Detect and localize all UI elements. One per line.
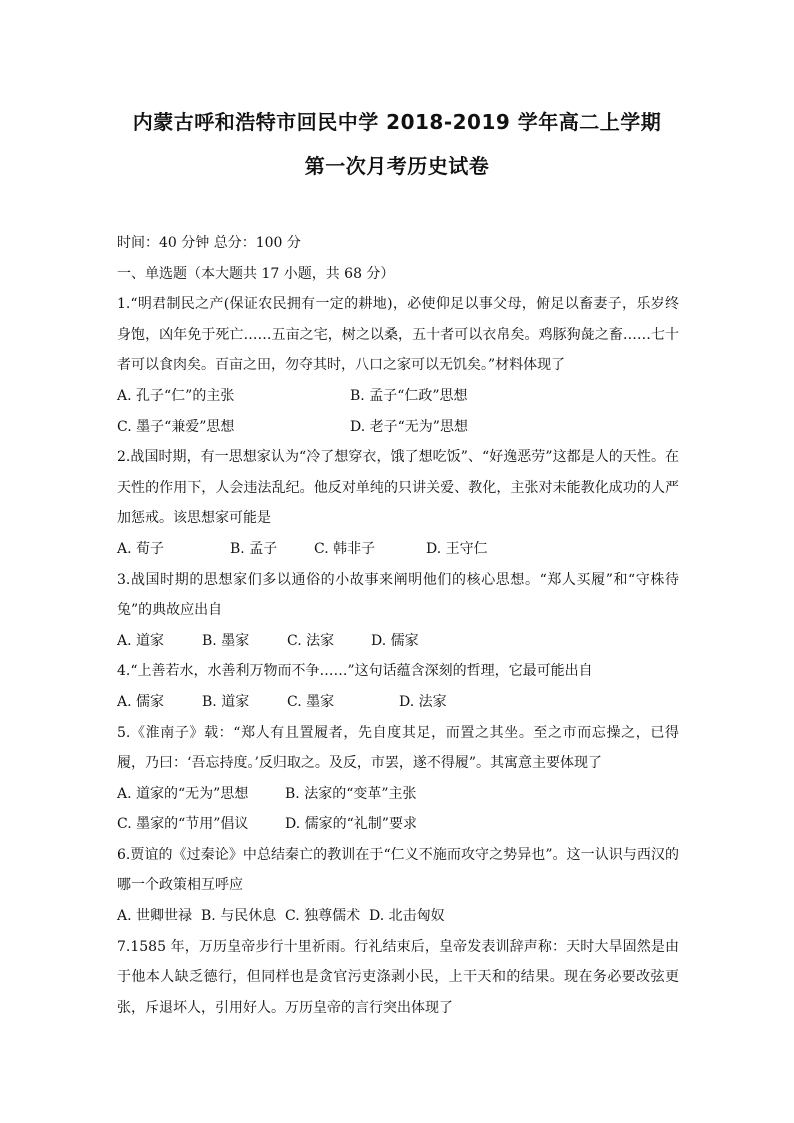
- question-3-option-d: D. 儒家: [371, 632, 419, 649]
- question-2-option-b: B. 孟子: [230, 540, 278, 557]
- exam-time-score: 时间：40 分钟 总分：100 分: [117, 235, 301, 251]
- question-5-options-row2: [117, 809, 679, 840]
- question-4-option-a: A. 儒家: [117, 693, 165, 710]
- exam-title-line1: 内蒙古呼和浩特市回民中学 2018-2019 学年高二上学期: [132, 110, 662, 134]
- question-2-option-a: A. 荀子: [117, 540, 165, 557]
- question-4-options: [117, 687, 679, 718]
- question-4-stem: 4.“上善若水，水善利万物而不争……”这句话蕴含深刻的哲理，它最可能出自: [117, 663, 593, 680]
- question-5-option-c: C. 墨家的“节用”倡议: [117, 816, 249, 833]
- question-1-stem: 1.“明君制民之产(保证农民拥有一定的耕地)，必使仰足以事父母，俯足以畜妻子，乐岁终身饱，凶年免于死亡……五亩之宅，树之以桑，五十者可以衣帛矣。鸡豚狗彘之畜……七十者可以食肉矣。百亩之田，勿夺其时，八口之家可以无饥矣。”材料体现了: [117, 296, 679, 374]
- question-1-option-c: C. 墨子“兼爱”思想: [117, 418, 235, 435]
- question-5-option-d: D. 儒家的“礼制”要求: [285, 816, 417, 833]
- question-1-options-row1: [117, 381, 679, 412]
- question-2-options: [117, 534, 679, 565]
- question-5-option-b: B. 法家的“变革”主张: [285, 785, 417, 802]
- question-4-option-b: B. 道家: [202, 693, 250, 710]
- question-1-option-a: A. 孔子“仁”的主张: [117, 387, 235, 404]
- question-3-option-a: A. 道家: [117, 632, 165, 649]
- question-1-option-d: D. 老子“无为”思想: [350, 418, 468, 435]
- section-heading: 一、单选题（本大题共 17 小题，共 68 分）: [117, 265, 395, 282]
- question-3-option-b: B. 墨家: [202, 632, 250, 649]
- question-2-option-d: D. 王守仁: [426, 540, 488, 557]
- question-1-options-row2: [117, 412, 679, 443]
- question-6-option-c: C. 独尊儒术: [285, 908, 361, 925]
- question-1-option-b: B. 孟子“仁政”思想: [350, 387, 468, 404]
- question-2-stem: 2.战国时期，有一思想家认为“冷了想穿衣，饿了想吃饭”、“好逸恶劳”这都是人的天性。在天性的作用下，人会违法乱纪。他反对单纯的只讲关爱、教化，主张对未能教化成功的人严加惩戒。该思想家可能是: [117, 449, 679, 527]
- question-5-option-a: A. 道家的“无为”思想: [117, 785, 249, 802]
- question-4-option-d: D. 法家: [399, 693, 447, 710]
- question-5-options-row1: [117, 779, 679, 810]
- exam-body: [117, 228, 679, 1023]
- question-3-stem: 3.战国时期的思想家们多以通俗的小故事来阐明他们的核心思想。“郑人买履”和“守株待兔”的典故应出自: [117, 571, 679, 619]
- question-7-stem: 7.1585 年，万历皇帝步行十里祈雨。行礼结束后，皇帝发表训辞声称：天时大旱固然是由于他本人缺乏德行，但同样也是贪官污吏涤剥小民，上干天和的结果。现在务必要改弦更张，斥退坏人，引用好人。万历皇帝的言行突出体现了: [117, 938, 679, 1016]
- question-2-option-c: C. 韩非子: [314, 540, 376, 557]
- question-3-options: [117, 626, 679, 657]
- question-5-stem: 5.《淮南子》载：“郑人有且置履者，先自度其足，而置之其坐。至之市而忘操之，已得履，乃曰：‘吾忘持度。’反归取之。及反，市罢，遂不得履”。其寓意主要体现了: [117, 724, 679, 772]
- question-3-option-c: C. 法家: [287, 632, 335, 649]
- question-6-option-a: A. 世卿世禄: [117, 908, 193, 925]
- question-6-stem: 6.贾谊的《过秦论》中总结秦亡的教训在于“仁义不施而攻守之势异也”。这一认识与西汉的哪一个政策相互呼应: [117, 846, 679, 894]
- question-6-options: [117, 901, 679, 932]
- exam-title-line2: 第一次月考历史试卷: [304, 154, 490, 178]
- question-6-option-d: D. 北击匈奴: [369, 908, 445, 925]
- question-4-option-c: C. 墨家: [287, 693, 335, 710]
- question-6-option-b: B. 与民休息: [201, 908, 277, 925]
